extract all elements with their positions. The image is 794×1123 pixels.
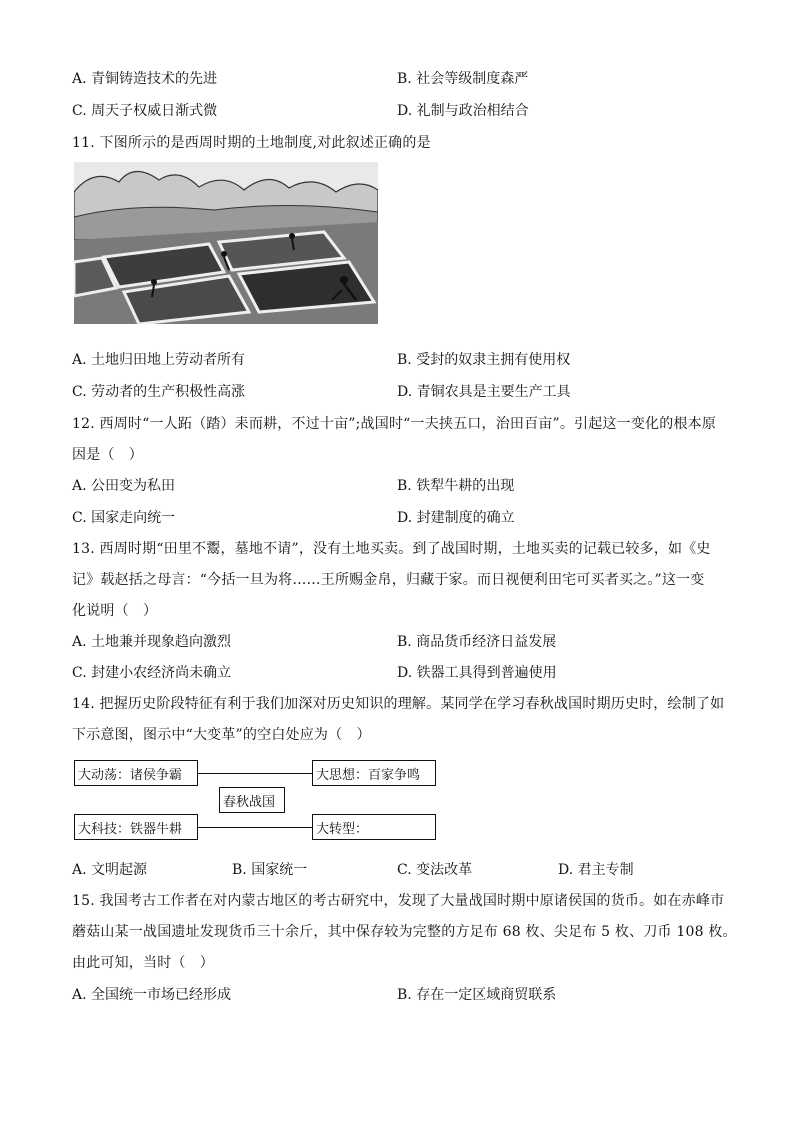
- q14-option-a: A. 文明起源: [72, 862, 148, 878]
- q14-option-c: C. 变法改革: [397, 862, 473, 878]
- q12-option-b: B. 铁犁牛耕的出现: [397, 478, 515, 494]
- q13-option-b: B. 商品货币经济日益发展: [397, 634, 557, 650]
- q11-option-a: A. 土地归田地上劳动者所有: [72, 352, 246, 368]
- q13-option-d: D. 铁器工具得到普遍使用: [397, 665, 557, 681]
- q11-option-c: C. 劳动者的生产积极性高涨: [72, 384, 246, 400]
- diagram-box-bottom-left: 大科技：铁器牛耕: [74, 814, 198, 840]
- q12-stem-line-2: 因是（ ）: [72, 447, 143, 463]
- q13-stem-line-3: 化说明（ ）: [72, 603, 158, 619]
- q10-option-a: A. 青铜铸造技术的先进: [72, 71, 218, 87]
- q14-diagram: [74, 760, 438, 842]
- q14-stem-line-1: 14. 把握历史阶段特征有利于我们加深对历史知识的理解。某同学在学习春秋战国时期历史时，绘制了如: [72, 696, 725, 712]
- q12-option-a: A. 公田变为私田: [72, 478, 176, 494]
- q13-stem-line-1: 13. 西周时期“田里不鬻，墓地不请”，没有土地买卖。到了战国时期，土地买卖的记载已较多，如《史: [72, 541, 711, 557]
- diagram-box-top-right: 大思想：百家争鸣: [312, 760, 436, 786]
- q10-option-c: C. 周天子权威日渐式微: [72, 103, 218, 119]
- q13-option-a: A. 土地兼并现象趋向激烈: [72, 634, 232, 650]
- q15-stem-line-2: 蘑菇山某一战国遗址发现货币三十余斤，其中保存较为完整的方足布 68 枚、尖足布 5 枚、刀币 108 枚。: [72, 924, 737, 940]
- diagram-connector-bottom: [198, 827, 312, 828]
- well-field-farming-illustration-icon: [74, 162, 378, 324]
- q15-stem-line-3: 由此可知，当时（ ）: [72, 955, 214, 971]
- q14-stem-line-2: 下示意图，图示中“大变革”的空白处应为（ ）: [72, 727, 371, 743]
- q15-option-a: A. 全国统一市场已经形成: [72, 987, 232, 1003]
- q11-option-d: D. 青铜农具是主要生产工具: [397, 384, 571, 400]
- q13-stem-line-2: 记》载赵括之母言：“今括一旦为将……王所赐金帛，归藏于家。而日视便利田宅可买者买之。”这一变: [72, 572, 705, 588]
- q11-stem: 11. 下图所示的是西周时期的土地制度,对此叙述正确的是: [72, 135, 431, 151]
- q14-option-d: D. 君主专制: [558, 862, 634, 878]
- q12-stem-line-1: 12. 西周时“一人跖（踏）耒而耕，不过十亩”;战国时“一夫挟五口，治田百亩”。引起这一变化的根本原: [72, 416, 717, 432]
- q14-option-b: B. 国家统一: [232, 862, 308, 878]
- diagram-box-center: 春秋战国: [219, 787, 285, 813]
- q15-option-b: B. 存在一定区域商贸联系: [397, 987, 557, 1003]
- diagram-connector-top: [198, 773, 312, 774]
- q12-option-d: D. 封建制度的确立: [397, 510, 515, 526]
- q15-stem-line-1: 15. 我国考古工作者在对内蒙古地区的考古研究中，发现了大量战国时期中原诸侯国的货币。如在赤峰市: [72, 893, 725, 909]
- q12-option-c: C. 国家走向统一: [72, 510, 176, 526]
- q13-option-c: C. 封建小农经济尚未确立: [72, 665, 232, 681]
- diagram-box-top-left: 大动荡：诸侯争霸: [74, 760, 198, 786]
- diagram-box-bottom-right: 大转型：: [312, 814, 436, 840]
- q10-option-b: B. 社会等级制度森严: [397, 71, 529, 87]
- q11-option-b: B. 受封的奴隶主拥有使用权: [397, 352, 571, 368]
- q10-option-d: D. 礼制与政治相结合: [397, 103, 529, 119]
